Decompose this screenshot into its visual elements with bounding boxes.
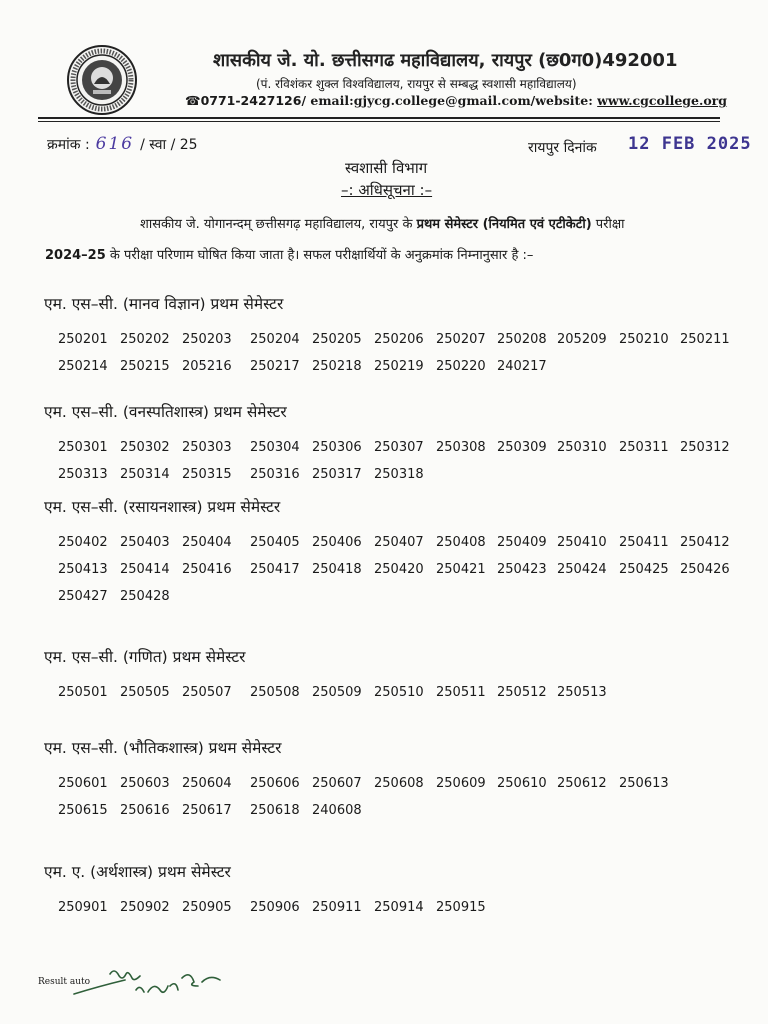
roll-number: 250606 [250,776,300,791]
roll-number: 250304 [250,440,300,455]
roll-number: 250505 [120,685,170,700]
roll-number: 250211 [680,332,730,347]
roll-number: 250418 [312,562,362,577]
roll-number: 250316 [250,467,300,482]
header-rule-thin [38,121,720,122]
section-heading: एम. एस–सी. (वनस्पतिशास्त्र) प्रथम सेमेस्टर [44,403,287,421]
roll-number: 250307 [374,440,424,455]
roll-number: 205209 [557,332,607,347]
notice-body-line2 [45,245,533,263]
roll-number: 250220 [436,359,486,374]
session-year: 2024–25 [45,248,106,263]
reference-suffix: / स्वा / 25 [140,137,198,153]
college-affiliation: (पं. रविशंकर शुक्ल विश्वविद्यालय, रायपुर से सम्बद्ध स्वशासी महाविद्यालय) [256,77,577,91]
section-heading: एम. एस–सी. (रसायनशास्त्र) प्रथम सेमेस्टर [44,498,281,516]
roll-number: 250206 [374,332,424,347]
roll-number: 250512 [497,685,547,700]
roll-number: 250317 [312,467,362,482]
roll-number: 250510 [374,685,424,700]
roll-number: 250511 [436,685,486,700]
roll-number: 250612 [557,776,607,791]
roll-number: 250210 [619,332,669,347]
roll-number: 250412 [680,535,730,550]
roll-number: 250202 [120,332,170,347]
roll-number: 250314 [120,467,170,482]
roll-number: 240217 [497,359,547,374]
roll-number: 250610 [497,776,547,791]
roll-number: 250205 [312,332,362,347]
roll-number: 250306 [312,440,362,455]
roll-number: 250403 [120,535,170,550]
email-text: / email:gjycg.college@gmail.com/website: [301,93,598,108]
roll-number: 250404 [182,535,232,550]
roll-number: 250417 [250,562,300,577]
roll-number: 250507 [182,685,232,700]
roll-number: 250426 [680,562,730,577]
roll-number: 250902 [120,900,170,915]
roll-number: 250604 [182,776,232,791]
roll-number: 250215 [120,359,170,374]
roll-number: 250601 [58,776,108,791]
roll-number: 250219 [374,359,424,374]
body-text: शासकीय जे. योगानन्दम् छत्तीसगढ़ महाविद्यालय, रायपुर के [140,217,417,232]
roll-number: 250609 [436,776,486,791]
roll-number: 250915 [436,900,486,915]
roll-number: 250410 [557,535,607,550]
roll-number: 250308 [436,440,486,455]
roll-number: 250409 [497,535,547,550]
section-heading: एम. एस–सी. (मानव विज्ञान) प्रथम सेमेस्टर [44,295,284,313]
handwritten-signature [70,960,230,1012]
roll-number: 250613 [619,776,669,791]
website-link[interactable]: www.cgcollege.org [597,93,728,108]
date-stamp: 12 FEB 2025 [628,134,752,154]
roll-number: 250423 [497,562,547,577]
roll-number: 250311 [619,440,669,455]
reference-label: क्रमांक : [47,137,90,153]
roll-number: 250406 [312,535,362,550]
roll-number: 250420 [374,562,424,577]
roll-number: 240608 [312,803,362,818]
roll-number: 250911 [312,900,362,915]
roll-number: 250313 [58,467,108,482]
roll-number: 250414 [120,562,170,577]
college-seal-logo [66,44,138,116]
contact-line [185,93,727,108]
roll-number: 250618 [250,803,300,818]
roll-number: 250303 [182,440,232,455]
roll-number: 250428 [120,589,170,604]
roll-number: 250901 [58,900,108,915]
roll-number: 250413 [58,562,108,577]
roll-number: 250906 [250,900,300,915]
roll-number: 250217 [250,359,300,374]
roll-number: 250421 [436,562,486,577]
roll-number: 250312 [680,440,730,455]
telephone-icon: ☎ [185,93,201,108]
roll-number: 250402 [58,535,108,550]
roll-number: 250405 [250,535,300,550]
notice-body-line1 [140,214,625,232]
section-heading: एम. ए. (अर्थशास्त्र) प्रथम सेमेस्टर [44,863,231,881]
roll-number: 250301 [58,440,108,455]
roll-number: 250607 [312,776,362,791]
roll-number: 250425 [619,562,669,577]
roll-number: 250914 [374,900,424,915]
roll-number: 250501 [58,685,108,700]
roll-number: 250615 [58,803,108,818]
roll-number: 250204 [250,332,300,347]
phone-number: 0771-2427126 [200,93,302,108]
roll-number: 250309 [497,440,547,455]
roll-number: 250603 [120,776,170,791]
roll-number: 250218 [312,359,362,374]
roll-number: 250411 [619,535,669,550]
body-text: परीक्षा [591,217,625,232]
college-name: शासकीय जे. यो. छत्तीसगढ महाविद्यालय, रायपुर (छ0ग0)492001 [213,50,678,71]
section-heading: एम. एस–सी. (भौतिकशास्त्र) प्रथम सेमेस्टर [44,739,282,757]
header-rule [38,117,720,119]
roll-number: 250201 [58,332,108,347]
body-bold-text: प्रथम सेमेस्टर (नियमित एवं एटीकेटी) [416,217,592,232]
roll-number: 250616 [120,803,170,818]
roll-number: 250207 [436,332,486,347]
footer-label: Result auto [38,977,91,987]
roll-number: 250203 [182,332,232,347]
roll-number: 205216 [182,359,232,374]
roll-number: 250318 [374,467,424,482]
department-title: स्वशासी विभाग [345,159,428,177]
roll-number: 250408 [436,535,486,550]
roll-number: 250509 [312,685,362,700]
roll-number: 250407 [374,535,424,550]
body-text: के परीक्षा परिणाम घोषित किया जाता है। सफल परीक्षार्थियों के अनुक्रमांक निम्नानुसार है :– [105,248,534,263]
notice-title: –: अधिसूचना :– [341,181,433,199]
roll-number: 250427 [58,589,108,604]
section-heading: एम. एस–सी. (गणित) प्रथम सेमेस्टर [44,648,246,666]
roll-number: 250424 [557,562,607,577]
reference-handwritten-number: 616 [95,134,135,154]
roll-number: 250905 [182,900,232,915]
roll-number: 250208 [497,332,547,347]
roll-number: 250617 [182,803,232,818]
reference-number [47,134,198,154]
roll-number: 250310 [557,440,607,455]
roll-number: 250608 [374,776,424,791]
roll-number: 250513 [557,685,607,700]
roll-number: 250315 [182,467,232,482]
date-label: रायपुर दिनांक [528,140,597,156]
roll-number: 250508 [250,685,300,700]
roll-number: 250214 [58,359,108,374]
roll-number: 250416 [182,562,232,577]
roll-number: 250302 [120,440,170,455]
